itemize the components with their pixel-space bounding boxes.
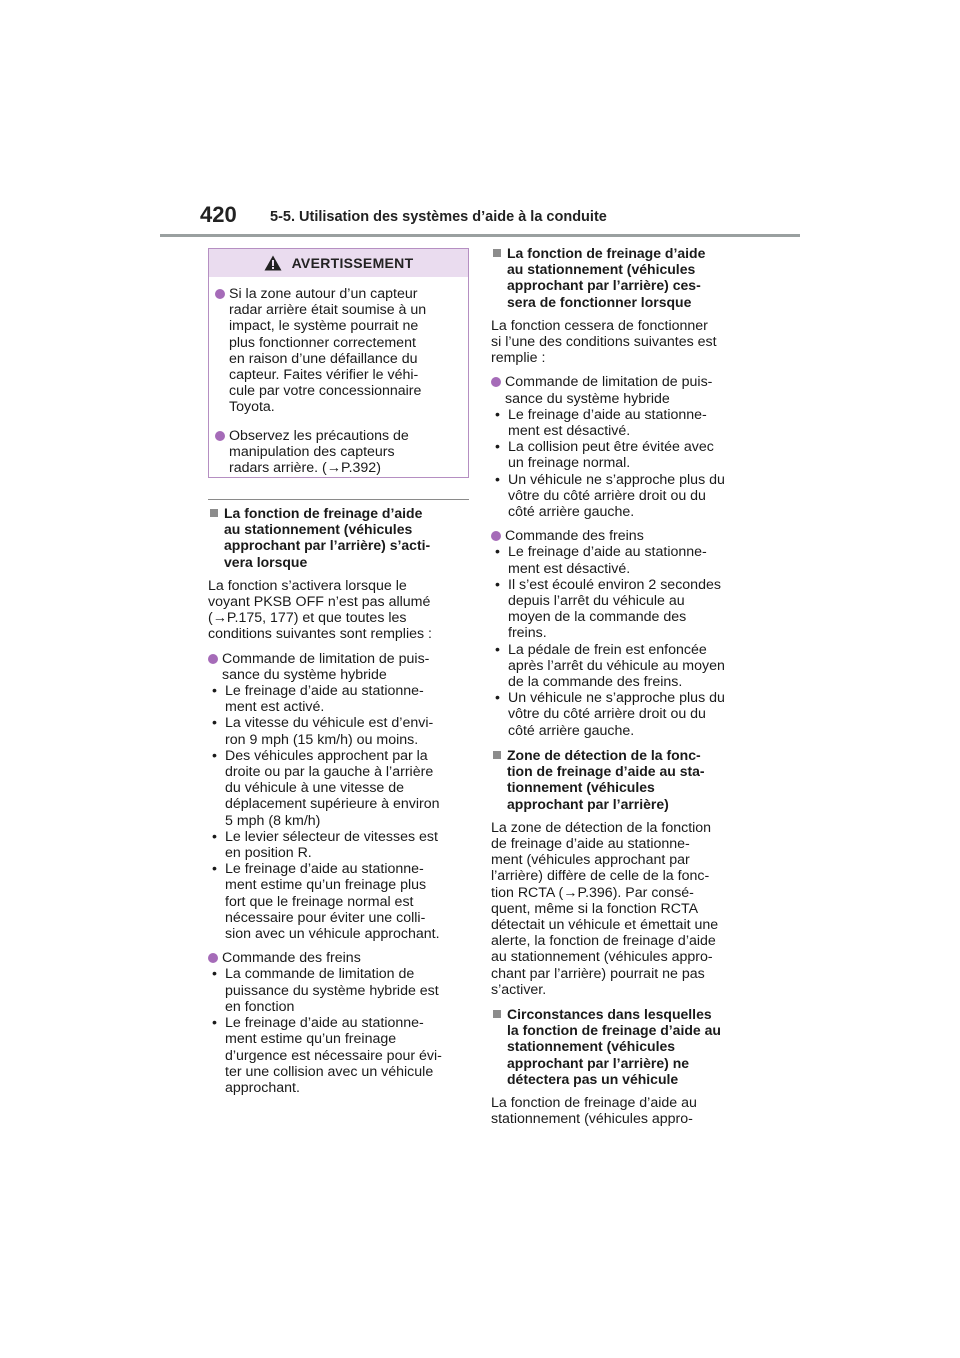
list-item: • Le freinage d’aide au stationne- ment est activé.: [212, 683, 424, 716]
list-item-text: Un véhicule ne s’approche plus du vôtre du côté arrière droit ou du côté arrière gauche.: [508, 471, 725, 521]
list-item: • La collision peut être évitée avec un freinage normal.: [495, 439, 714, 472]
condition-group: [491, 528, 753, 739]
intro-paragraph: La fonction cessera de fonctionner si l’une des conditions suivantes est remplie :: [491, 317, 717, 367]
list-item-text: La commande de limitation de puissance du système hybride est en fonction: [225, 966, 439, 1015]
list-item: • Le freinage d’aide au stationne- ment est désactivé.: [495, 406, 707, 440]
group-title-text: Commande des freins: [222, 950, 361, 967]
section-title: 5-5. Utilisation des systèmes d’aide à la conduite: [270, 209, 607, 225]
heading-text: La fonction de freinage d’aide au stationnement (véhicules approchant par l’arrière) s’acti- vera lorsque: [224, 505, 431, 570]
warning-triangle-icon: [264, 255, 282, 271]
group-title: [208, 950, 470, 966]
list-item: • La vitesse du véhicule est d’envi- ron 9 mph (15 km/h) ou moins.: [212, 715, 434, 748]
bullet-dot: [491, 377, 501, 387]
heading-text: La fonction de freinage d’aide au stationnement (véhicules approchant par l’arrière) ces- sera de fonctionner lorsque: [507, 245, 706, 310]
group-title: [491, 528, 753, 544]
list-item-text: La vitesse du véhicule est d’envi- ron 9 mph (15 km/h) ou moins.: [225, 715, 434, 748]
group-title-text: Commande des freins: [505, 528, 644, 545]
group-title-text: Commande de limitation de puis- sance du système hybride: [505, 374, 713, 407]
header-rule: [160, 234, 800, 237]
list-item-text: Le freinage d’aide au stationne- ment est désactivé.: [508, 544, 707, 577]
condition-group: [208, 651, 470, 943]
list-item-text: Le freinage d’aide au stationne- ment est désactivé.: [508, 406, 707, 440]
left-column: [208, 505, 470, 1104]
list-item: • Des véhicules approchent par la droite ou par la gauche à l’arrière du véhicule à une vitesse de déplacement supérieure à environ 5 mph (8 km/h): [212, 747, 440, 829]
warning-header: [209, 249, 468, 277]
heading-square-icon: [493, 1010, 501, 1018]
page-number: 420: [200, 202, 237, 227]
section-heading: [208, 505, 470, 570]
list-item: • Un véhicule ne s’approche plus du vôtre du côté arrière droit ou du côté arrière gauche.: [495, 690, 725, 739]
heading-text: Zone de détection de la fonc- tion de freinage d’aide au sta- tionnement (véhicules approchant par l’arrière): [507, 746, 705, 812]
section-heading: [491, 747, 753, 812]
bullet-dot: [491, 531, 501, 541]
bullet-dot: [208, 654, 218, 664]
section-heading: [491, 245, 753, 310]
condition-group: [208, 950, 470, 1096]
warning-item-text: Si la zone autour d’un capteur radar arrière était soumise à un impact, le système pourrait ne plus fonctionner correctement en raison d’une défaillance du capteur. Faites vérifier le véhi- cule par votre concessionnaire Toyota.: [229, 286, 427, 416]
list-item-text: Un véhicule ne s’approche plus du vôtre du côté arrière droit ou du côté arrière gauche.: [508, 690, 725, 739]
list-item: • La pédale de frein est enfoncée après l’arrêt du véhicule au moyen de la commande des freins.: [495, 641, 725, 691]
warning-box: [208, 248, 469, 478]
page-header: [160, 202, 800, 236]
warning-body: [209, 277, 468, 476]
group-title-text: Commande de limitation de puis- sance du système hybride: [222, 650, 430, 683]
list-item: • Un véhicule ne s’approche plus du vôtre du côté arrière droit ou du côté arrière gauche.: [495, 471, 725, 521]
list-item: • Le freinage d’aide au stationne- ment est désactivé.: [495, 544, 707, 577]
list-item-text: Des véhicules approchent par la droite ou par la gauche à l’arrière du véhicule à une vitesse de déplacement supérieure à environ 5 mph (8 km/h): [225, 747, 440, 829]
list-item-text: Le freinage d’aide au stationne- ment estime qu’un freinage plus fort que le freinage normal est nécessaire pour éviter une colli- sion avec un véhicule approchant.: [225, 861, 440, 943]
list-item-text: Le levier sélecteur de vitesses est en position R.: [225, 828, 438, 862]
heading-text: Circonstances dans lesquelles la fonction de freinage d’aide au stationnement (véhicules approchant par l’arrière) ne détectera pas un véhicule: [507, 1005, 721, 1087]
section-divider: [208, 499, 469, 500]
warning-item: [215, 286, 462, 416]
bullet-dot: [215, 289, 225, 299]
group-title: [208, 651, 470, 683]
section-heading: [491, 1006, 753, 1087]
heading-square-icon: [210, 509, 218, 517]
list-item: • Il s’est écoulé environ 2 secondes depuis l’arrêt du véhicule au moyen de la commande des freins.: [495, 576, 721, 642]
list-item-text: La collision peut être évitée avec un freinage normal.: [508, 439, 714, 472]
group-title: [491, 374, 753, 406]
list-item-text: Le freinage d’aide au stationne- ment est activé.: [225, 683, 424, 716]
list-item-text: Il s’est écoulé environ 2 secondes depuis l’arrêt du véhicule au moyen de la commande des freins.: [508, 576, 721, 642]
body-paragraph: La fonction de freinage d’aide au stationnement (véhicules appro-: [491, 1094, 697, 1128]
list-item: • Le levier sélecteur de vitesses est en position R.: [212, 828, 438, 862]
list-item: • Le freinage d’aide au stationne- ment estime qu’un freinage plus fort que le freinage normal est nécessaire pour éviter une colli- sion avec un véhicule approchant.: [212, 861, 440, 943]
body-paragraph: La zone de détection de la fonction de freinage d’aide au stationne- ment (véhicules approchant par l’arrière) diffère de celle de la fonc- tion RCTA (→P.396). Par consé- quent, même si la fonction RCTA détectait un véhicule et émettait une alerte, la fonction de freinage d’aide au stationnement (véhicules appro- chant par l’arrière) pourrait ne pas s’activer.: [491, 819, 719, 998]
heading-square-icon: [493, 249, 501, 257]
list-item-text: La pédale de frein est enfoncée après l’arrêt du véhicule au moyen de la commande des freins.: [508, 641, 725, 691]
intro-paragraph: La fonction s’activera lorsque le voyant PKSB OFF n’est pas allumé (→P.175, 177) et que toutes les conditions suivantes sont remplies :: [208, 577, 432, 643]
list-item: • La commande de limitation de puissance du système hybride est en fonction: [212, 966, 439, 1015]
warning-item-text: Observez les précautions de manipulation des capteurs radars arrière. (→P.392): [229, 427, 409, 477]
right-column: [491, 245, 753, 1135]
heading-square-icon: [493, 751, 501, 759]
warning-item: [215, 428, 462, 477]
list-item: • Le freinage d’aide au stationne- ment estime qu’un freinage d’urgence est nécessaire pour évi- ter une collision avec un véhicule approchant.: [212, 1015, 442, 1096]
bullet-dot: [208, 953, 218, 963]
list-item-text: Le freinage d’aide au stationne- ment estime qu’un freinage d’urgence est nécessaire pour évi- ter une collision avec un véhicule approchant.: [225, 1015, 442, 1096]
warning-title: AVERTISSEMENT: [291, 255, 414, 271]
condition-group: [491, 374, 753, 520]
bullet-dot: [215, 431, 225, 441]
